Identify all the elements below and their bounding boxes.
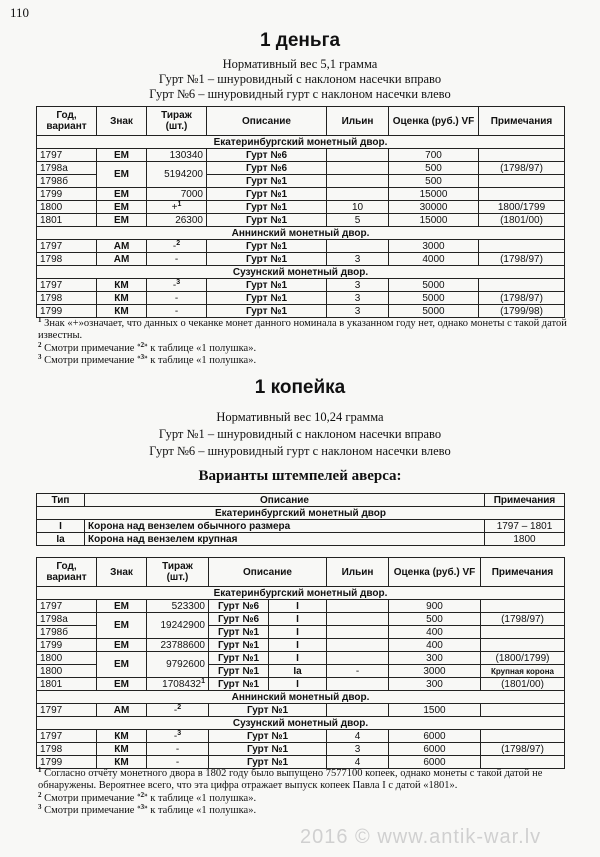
- cell-year: 1798б: [37, 626, 97, 639]
- cell-price: 400: [389, 626, 481, 639]
- cell-ilyin: [327, 600, 389, 613]
- cell-type: I: [269, 639, 327, 652]
- cell-ilyin: [327, 240, 389, 253]
- cell-year: 1798а: [37, 613, 97, 626]
- cell-price: 500: [389, 613, 481, 626]
- cell-mintage: 7000: [147, 188, 207, 201]
- table-row: [37, 149, 565, 162]
- cell-note: (1798/97): [481, 613, 565, 626]
- table-row: [37, 743, 565, 756]
- cell-mark: КМ: [97, 743, 147, 756]
- cell-year: 1799: [37, 188, 97, 201]
- cell-year: 1800: [37, 652, 97, 665]
- cell-ilyin: 5: [327, 214, 389, 227]
- table-header-row: [37, 558, 565, 587]
- cell-note: [479, 240, 565, 253]
- cell-ilyin: 3: [327, 292, 389, 305]
- table-row: [37, 704, 565, 717]
- cell-year: 1798б: [37, 175, 97, 188]
- cell-note: [479, 188, 565, 201]
- cell-price: 6000: [389, 743, 481, 756]
- cell-description: Гурт №1: [207, 201, 327, 214]
- cell-mark: АМ: [97, 704, 147, 717]
- cell-price: 5000: [389, 305, 479, 318]
- cell-mintage: 26300: [147, 214, 207, 227]
- cell-description: Гурт №1: [207, 214, 327, 227]
- cell-mark: КМ: [97, 756, 147, 769]
- col-description: Описание: [85, 494, 485, 507]
- cell-year: 1797: [37, 240, 97, 253]
- cell-ilyin: [327, 626, 389, 639]
- cell-type: I: [269, 600, 327, 613]
- cell-year: 1799: [37, 639, 97, 652]
- cell-ilyin: 10: [327, 201, 389, 214]
- cell-year: 1800: [37, 665, 97, 678]
- cell-year: 1797: [37, 149, 97, 162]
- col-notes: Примечания: [479, 107, 565, 136]
- cell-ilyin: [327, 678, 389, 691]
- cell-note: [481, 756, 565, 769]
- cell-mark: ЕМ: [97, 149, 147, 162]
- footnote-3: $^3$ Смотри примечание $^{«3»}$ к таблице «1 полушка».: [38, 803, 257, 816]
- mint-header: Екатеринбургский монетный двор.: [37, 136, 565, 149]
- cell-year: 1800: [37, 201, 97, 214]
- table-row: [37, 730, 565, 743]
- cell-description: Гурт №1: [207, 305, 327, 318]
- cell-price: 300: [389, 652, 481, 665]
- table-row: [37, 292, 565, 305]
- col-price: Оценка (руб.) VF: [389, 558, 481, 587]
- cell-year: 1797: [37, 730, 97, 743]
- gurt1-denga: Гурт №1 – шнуровидный с наклоном насечки вправо: [158, 72, 442, 86]
- cell-note: [479, 279, 565, 292]
- cell-mark: ЕМ: [97, 201, 147, 214]
- cell-type: I: [37, 520, 85, 533]
- gurt6-denga: Гурт №6 – шнуровидный гурт с наклоном насечки влево: [149, 87, 451, 101]
- footnote-1: $^1$ Согласно отчёту монетного двора в 1802 году было выпущено 7577100 копеек, однако монеты с такой датой не обнаружены. Вероятнее всего, что эта цифра отражает выпуск копеек Павла I с датой «1801».: [38, 766, 543, 791]
- cell-ilyin: [327, 639, 389, 652]
- mint-header: Аннинский монетный двор.: [37, 691, 565, 704]
- cell-description: Гурт №1: [209, 678, 269, 691]
- table-row: [37, 201, 565, 214]
- cell-note: [479, 175, 565, 188]
- table-row: [37, 756, 565, 769]
- cell-mintage: 19242900: [147, 613, 209, 639]
- cell-note: [481, 730, 565, 743]
- cell-mintage: 5194200: [147, 162, 207, 188]
- cell-ilyin: 4: [327, 756, 389, 769]
- cell-mintage: -$^2$: [147, 704, 209, 717]
- cell-mintage: 23788600: [147, 639, 209, 652]
- cell-description: Гурт №1: [209, 639, 269, 652]
- cell-year: 1797: [37, 704, 97, 717]
- table-row: [37, 253, 565, 266]
- cell-mintage: 130340: [147, 149, 207, 162]
- cell-description: Корона над вензелем обычного размера: [85, 520, 485, 533]
- cell-description: Гурт №1: [209, 704, 327, 717]
- cell-mark: ЕМ: [97, 639, 147, 652]
- cell-mintage: 1708432$^1$: [147, 678, 209, 691]
- col-description: Описание: [207, 107, 327, 136]
- cell-price: 3000: [389, 665, 481, 678]
- cell-price: 15000: [389, 214, 479, 227]
- table-row: [37, 240, 565, 253]
- cell-note: [481, 626, 565, 639]
- variants-title: Варианты штемпелей аверса:: [198, 468, 402, 484]
- cell-note: (1801/00): [481, 678, 565, 691]
- cell-mark: КМ: [97, 305, 147, 318]
- table-row: [37, 279, 565, 292]
- cell-mintage: -$^3$: [147, 279, 207, 292]
- cell-mintage: +$^1$: [147, 201, 207, 214]
- cell-mark: ЕМ: [97, 600, 147, 613]
- cell-note: (1798/97): [479, 162, 565, 175]
- cell-mark: АМ: [97, 240, 147, 253]
- table-row: [37, 520, 565, 533]
- cell-price: 500: [389, 162, 479, 175]
- cell-note: [481, 600, 565, 613]
- cell-ilyin: [327, 188, 389, 201]
- cell-mark: КМ: [97, 730, 147, 743]
- cell-description: Гурт №6: [209, 600, 269, 613]
- cell-ilyin: -: [327, 665, 389, 678]
- cell-description: Гурт №1: [209, 665, 269, 678]
- cell-description: Гурт №1: [207, 188, 327, 201]
- cell-price: 300: [389, 678, 481, 691]
- cell-description: Гурт №1: [209, 730, 327, 743]
- cell-description: Гурт №1: [209, 626, 269, 639]
- cell-year: 1799: [37, 305, 97, 318]
- cell-price: 6000: [389, 730, 481, 743]
- cell-price: 5000: [389, 292, 479, 305]
- mint-header: Сузунский монетный двор.: [37, 266, 565, 279]
- cell-mark: ЕМ: [97, 162, 147, 188]
- table-row: [37, 639, 565, 652]
- cell-description: Гурт №1: [209, 756, 327, 769]
- variants-table: [36, 493, 565, 546]
- weight-kopeika: Нормативный вес 10,24 грамма: [216, 410, 384, 424]
- table-row: [37, 214, 565, 227]
- cell-mintage: 523300: [147, 600, 209, 613]
- cell-note: (1798/97): [479, 253, 565, 266]
- cell-mintage: -: [147, 253, 207, 266]
- weight-denga: Нормативный вес 5,1 грамма: [222, 57, 378, 71]
- cell-year: 1797: [37, 279, 97, 292]
- cell-ilyin: [327, 652, 389, 665]
- mint-header: Екатеринбургский монетный двор: [37, 507, 565, 520]
- gurt1-kopeika: Гурт №1 – шнуровидный с наклоном насечки вправо: [158, 427, 442, 441]
- cell-mark: ЕМ: [97, 652, 147, 678]
- cell-mintage: 9792600: [147, 652, 209, 678]
- page-number: 110: [10, 5, 30, 20]
- cell-note: [481, 704, 565, 717]
- cell-description: Гурт №6: [207, 149, 327, 162]
- col-notes: Примечания: [481, 558, 565, 587]
- cell-mintage: -$^3$: [147, 730, 209, 743]
- cell-year: 1798: [37, 292, 97, 305]
- cell-description: Гурт №1: [207, 253, 327, 266]
- footnote-3: $^3$ Смотри примечание $^{«3»}$ к таблице «1 полушка».: [38, 353, 257, 366]
- cell-year: 1801: [37, 214, 97, 227]
- gurt6-kopeika: Гурт №6 – шнуровидный гурт с наклоном насечки влево: [149, 444, 451, 458]
- cell-description: Гурт №6: [209, 613, 269, 626]
- cell-price: 6000: [389, 756, 481, 769]
- col-mintage: Тираж (шт.): [147, 558, 209, 587]
- cell-price: 5000: [389, 279, 479, 292]
- cell-ilyin: 3: [327, 253, 389, 266]
- denga-table: [36, 106, 565, 318]
- cell-year: 1798а: [37, 162, 97, 175]
- col-mintage: Тираж (шт.): [147, 107, 207, 136]
- col-ilyin: Ильин: [327, 107, 389, 136]
- cell-mark: ЕМ: [97, 214, 147, 227]
- cell-type: I: [269, 678, 327, 691]
- cell-year: 1801: [37, 678, 97, 691]
- cell-price: 700: [389, 149, 479, 162]
- cell-year: 1799: [37, 756, 97, 769]
- cell-mintage: -: [147, 743, 209, 756]
- cell-description: Гурт №1: [207, 175, 327, 188]
- cell-note: (1799/98): [479, 305, 565, 318]
- cell-price: 3000: [389, 240, 479, 253]
- cell-mintage: -: [147, 756, 209, 769]
- cell-note: (1801/00): [479, 214, 565, 227]
- cell-ilyin: [327, 162, 389, 175]
- cell-price: 15000: [389, 188, 479, 201]
- col-mark: Знак: [97, 558, 147, 587]
- cell-ilyin: [327, 704, 389, 717]
- cell-type: I: [269, 613, 327, 626]
- kopeika-table: [36, 557, 565, 769]
- cell-note: [479, 149, 565, 162]
- cell-ilyin: 3: [327, 305, 389, 318]
- col-description: Описание: [209, 558, 327, 587]
- col-year: Год, вариант: [37, 558, 97, 587]
- col-ilyin: Ильин: [327, 558, 389, 587]
- cell-ilyin: [327, 175, 389, 188]
- table-row: [37, 162, 565, 175]
- cell-description: Гурт №1: [207, 240, 327, 253]
- cell-price: 4000: [389, 253, 479, 266]
- cell-description: Гурт №1: [209, 743, 327, 756]
- cell-description: Гурт №1: [209, 652, 269, 665]
- table-header-row: [37, 107, 565, 136]
- cell-type: I: [269, 652, 327, 665]
- col-price: Оценка (руб.) VF: [389, 107, 479, 136]
- cell-year: 1797: [37, 600, 97, 613]
- cell-note: 1800: [485, 533, 565, 546]
- cell-price: 900: [389, 600, 481, 613]
- col-notes: Примечания: [485, 494, 565, 507]
- cell-note: (1798/97): [479, 292, 565, 305]
- table-row: [37, 652, 565, 665]
- section-title-kopeika: 1 копейка: [254, 377, 346, 398]
- cell-description: Гурт №1: [207, 292, 327, 305]
- table-row: [37, 678, 565, 691]
- cell-type: Ia: [269, 665, 327, 678]
- cell-description: Гурт №1: [207, 279, 327, 292]
- cell-type: I: [269, 626, 327, 639]
- cell-note: (1800/1799): [481, 652, 565, 665]
- cell-ilyin: 3: [327, 279, 389, 292]
- table-row: [37, 600, 565, 613]
- cell-mark: КМ: [97, 292, 147, 305]
- table-row: [37, 305, 565, 318]
- cell-description: Корона над вензелем крупная: [85, 533, 485, 546]
- watermark: 2016 © www.antik-war.lv: [300, 826, 542, 848]
- table-row: [37, 613, 565, 626]
- section-title-denga: 1 деньга: [259, 30, 341, 51]
- cell-ilyin: 4: [327, 730, 389, 743]
- footnote-2: $^2$ Смотри примечание $^{«2»}$ к таблице «1 полушка».: [38, 341, 257, 354]
- cell-year: 1798: [37, 253, 97, 266]
- mint-header: Сузунский монетный двор.: [37, 717, 565, 730]
- cell-type: Ia: [37, 533, 85, 546]
- cell-price: 400: [389, 639, 481, 652]
- cell-price: 500: [389, 175, 479, 188]
- table-row: [37, 188, 565, 201]
- mint-header: Екатеринбургский монетный двор.: [37, 587, 565, 600]
- cell-mark: ЕМ: [97, 613, 147, 639]
- cell-mintage: -: [147, 305, 207, 318]
- table-row: [37, 533, 565, 546]
- cell-note: (1798/97): [481, 743, 565, 756]
- cell-mark: ЕМ: [97, 188, 147, 201]
- cell-note: [481, 639, 565, 652]
- cell-note: 1800/1799: [479, 201, 565, 214]
- col-mark: Знак: [97, 107, 147, 136]
- cell-ilyin: [327, 613, 389, 626]
- cell-mark: АМ: [97, 253, 147, 266]
- col-year: Год, вариант: [37, 107, 97, 136]
- footnote-1: $^1$ Знак «+»означает, что данных о чеканке монет данного номинала в указанном году нет, однако монеты с такой датой известны.: [38, 316, 567, 341]
- cell-mintage: -: [147, 292, 207, 305]
- cell-note: Крупная корона: [481, 665, 565, 678]
- cell-mark: ЕМ: [97, 678, 147, 691]
- cell-year: 1798: [37, 743, 97, 756]
- cell-price: 30000: [389, 201, 479, 214]
- footnote-2: $^2$ Смотри примечание $^{«2»}$ к таблице «1 полушка».: [38, 791, 257, 804]
- cell-ilyin: 3: [327, 743, 389, 756]
- cell-note: 1797 – 1801: [485, 520, 565, 533]
- col-type: Тип: [37, 494, 85, 507]
- cell-mark: КМ: [97, 279, 147, 292]
- mint-header: Аннинский монетный двор.: [37, 227, 565, 240]
- cell-description: Гурт №6: [207, 162, 327, 175]
- cell-ilyin: [327, 149, 389, 162]
- cell-price: 1500: [389, 704, 481, 717]
- cell-mintage: -$^2$: [147, 240, 207, 253]
